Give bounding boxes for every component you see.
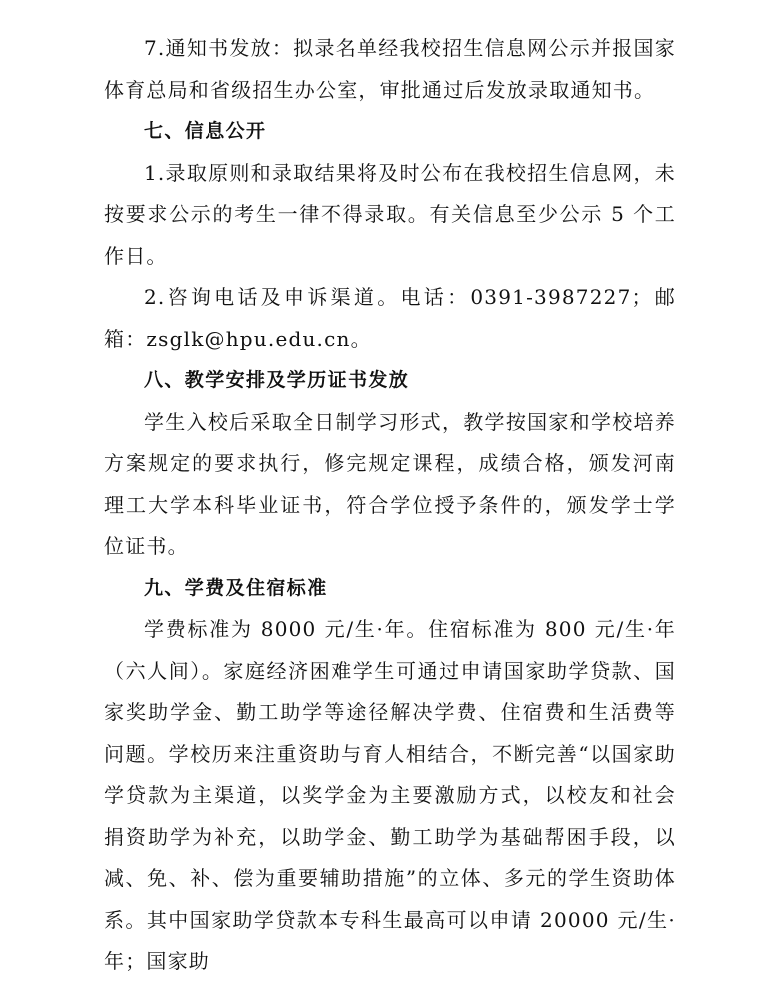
paragraph-notice-issuance: 7.通知书发放：拟录名单经我校招生信息网公示并报国家体育总局和省级招生办公室，审批通过后发放录取通知书。 bbox=[104, 36, 676, 102]
section-heading-information-disclosure: 七、信息公开 bbox=[144, 120, 267, 142]
paragraph-admission-publication: 1.录取原则和录取结果将及时公布在我校招生信息网，未按要求公示的考生一律不得录取。有关信息至少公示 5 个工作日。 bbox=[104, 160, 676, 268]
paragraph-contact-channels: 2.咨询电话及申诉渠道。电话：0391-3987227；邮箱：zsglk@hpu.edu.cn。 bbox=[104, 285, 676, 351]
section-heading-teaching-arrangement: 八、教学安排及学历证书发放 bbox=[144, 369, 410, 391]
section-heading-tuition-accommodation: 九、学费及住宿标准 bbox=[144, 576, 328, 599]
paragraph-teaching-certificates: 学生入校后采取全日制学习形式，教学按国家和学校培养方案规定的要求执行，修完规定课程，成绩合格，颁发河南理工大学本科毕业证书，符合学位授予条件的，颁发学士学位证书。 bbox=[104, 409, 676, 558]
document-page bbox=[104, 28, 676, 983]
paragraph-tuition-details: 学费标准为 8000 元/生·年。住宿标准为 800 元/生·年（六人间）。家庭经济困难学生可通过申请国家助学贷款、国家奖助学金、勤工助学等途径解决学费、住宿费和生活费等问题。学校历来注重资助与育人相结合，不断完善“以国家助学贷款为主渠道，以奖学金为主要激励方式，以校友和社会捐资助学为补充，以助学金、勤工助学为基础帮困手段，以减、免、补、偿为重要辅助措施”的立体、多元的学生资助体系。其中国家助学贷款本专科生最高可以申请 20000 元/生·年；国家助 bbox=[104, 617, 676, 973]
